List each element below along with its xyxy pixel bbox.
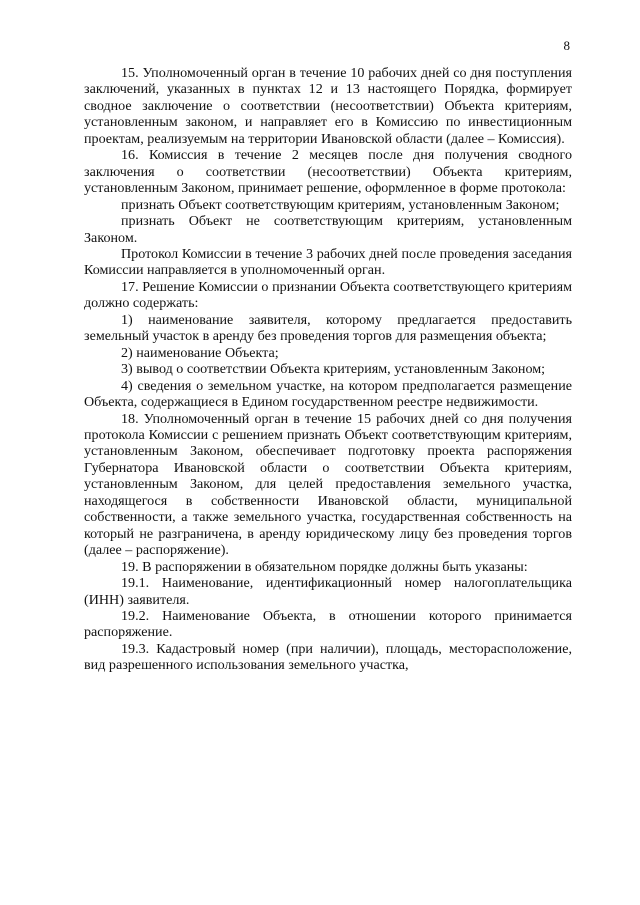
paragraph-18: 18. Уполномоченный орган в течение 15 рабочих дней со дня получения протокола Комиссии с решением признать Объект соответствующим критериям, установленным Законом, обеспечивает подготовку проекта распоряжения Губернатора Ивановской области о соответствии Объекта критериям, установленным Законом, для целей предоставления земельного участка, находящегося в собственности Ивановской области, муниципальной собственности, а также земельного участка, государственная собственность на который не разграничена, в аренду юридическому лицу без проведения торгов (далее – распоряжение). (84, 410, 572, 559)
decision-option-compliant: признать Объект соответствующим критериям, установленным Законом; (121, 196, 560, 213)
list-item-4: 4) сведения о земельном участке, на котором предполагается размещение Объекта, содержащиеся в Едином государственном реестре недвижимости. (84, 377, 572, 411)
document-body (84, 65, 572, 674)
list-item-1: 1) наименование заявителя, которому предлагается предоставить земельный участок в аренду без проведения торгов для размещения объекта; (84, 311, 572, 345)
paragraph-16: 16. Комиссия в течение 2 месяцев после дня получения сводного заключения о соответствии (несоответствии) Объекта критериям, установленным Законом, принимает решение, оформленное в форме протокола: (84, 147, 572, 197)
paragraph-19-2: 19.2. Наименование Объекта, в отношении которого принимается распоряжение. (84, 607, 572, 641)
paragraph-19-3: 19.3. Кадастровый номер (при наличии), площадь, месторасположение, вид разрешенного использования земельного участка, (84, 640, 572, 674)
paragraph-19: 19. В распоряжении в обязательном порядке должны быть указаны: (121, 558, 528, 575)
paragraph-19-1: 19.1. Наименование, идентификационный номер налогоплательщика (ИНН) заявителя. (84, 575, 572, 608)
page-number: 8 (563, 38, 570, 53)
paragraph-protocol: Протокол Комиссии в течение 3 рабочих дней после проведения заседания Комиссии направляется в уполномоченный орган. (84, 245, 572, 279)
list-item-2: 2) наименование Объекта; (121, 344, 279, 361)
paragraph-15: 15. Уполномоченный орган в течение 10 рабочих дней со дня поступления заключений, указанных в пунктах 12 и 13 настоящего Порядка, формирует сводное заключение о соответствии (несоответствии) Объекта критериям, установленным законом, и направляет его в Комиссию по инвестиционным проектам, реализуемым на территории Ивановской области (далее – Комиссия). (84, 65, 572, 147)
paragraph-17: 17. Решение Комиссии о признании Объекта соответствующего критериям должно содержать: (84, 278, 572, 312)
list-item-3: 3) вывод о соответствии Объекта критериям, установленным Законом; (121, 361, 546, 378)
decision-option-noncompliant: признать Объект не соответствующим критериям, установленным Законом. (84, 213, 572, 246)
